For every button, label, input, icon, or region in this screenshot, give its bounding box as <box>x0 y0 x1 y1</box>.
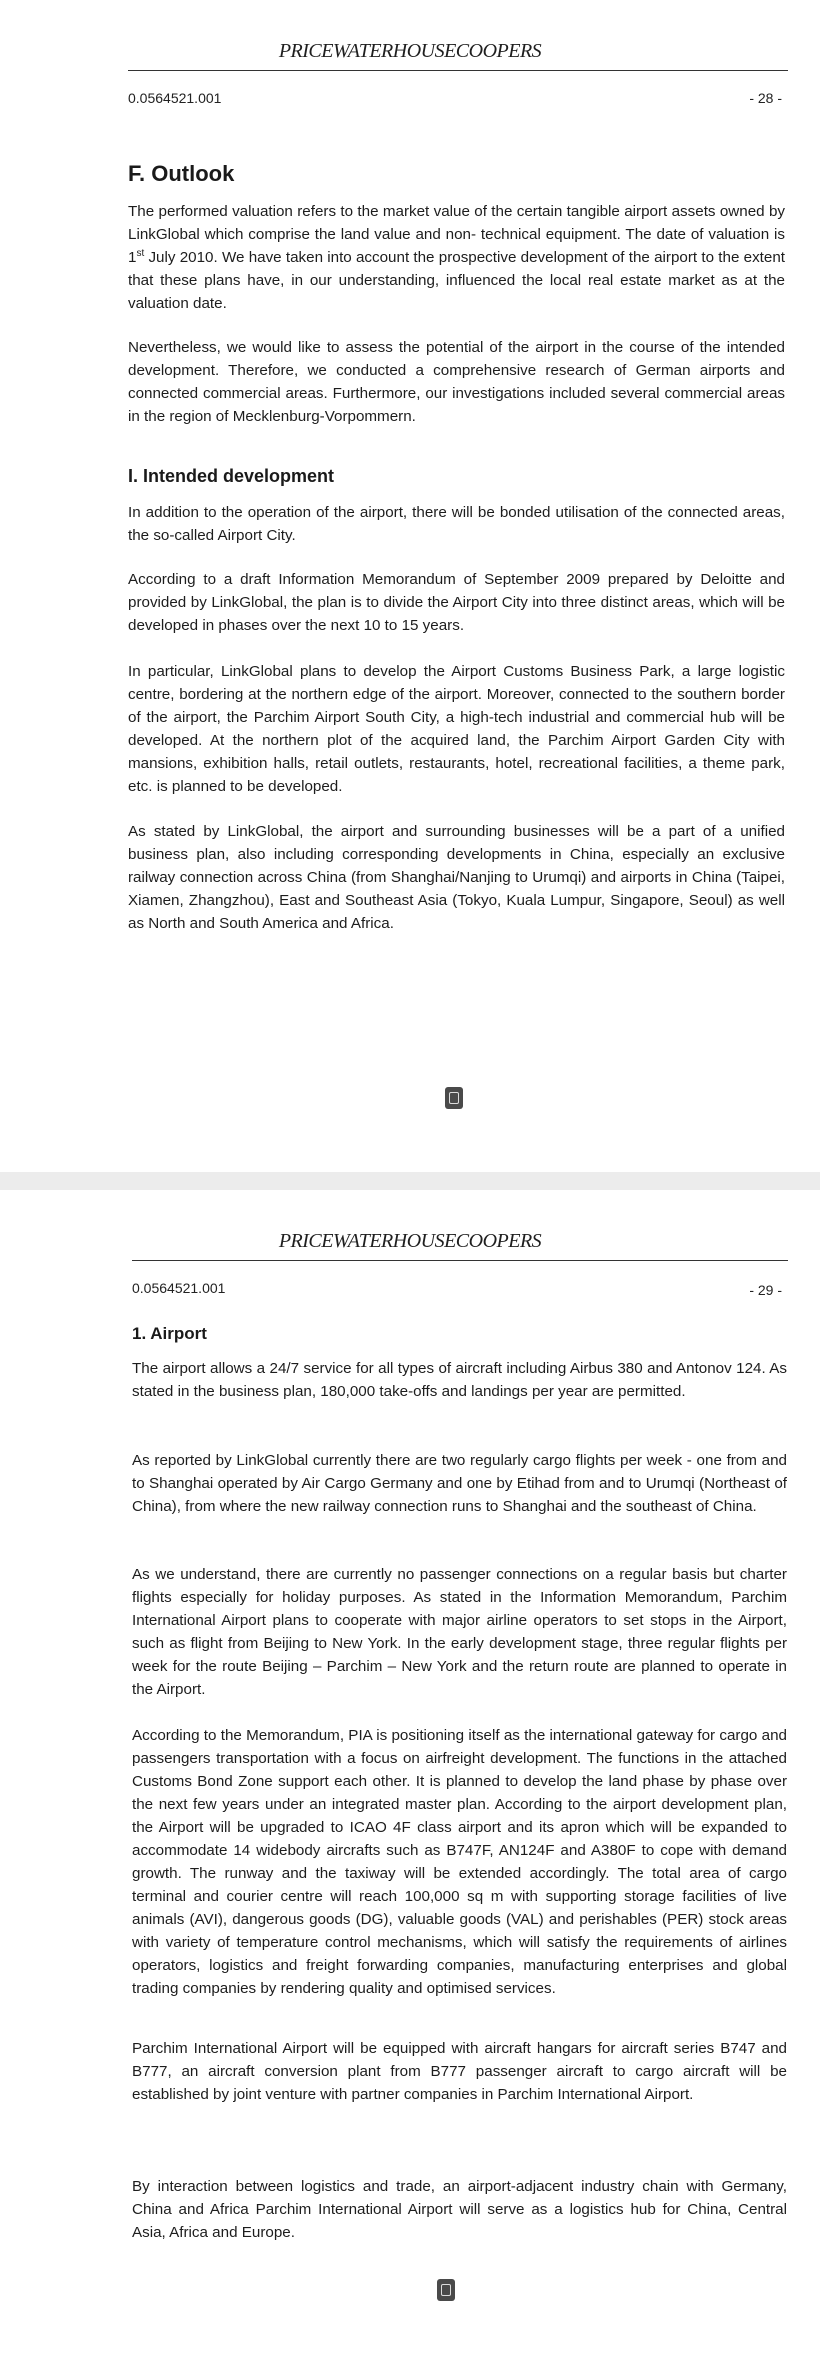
paragraph: As we understand, there are currently no passenger connections on a regular basis but charter flights especially for holiday purposes. As stated in the Information Memorandum, Parchim International Airport plans to cooperate with major airline operators to set stops in the Airport, such as flight from Beijing to New York. In the early development stage, three regular flights per week for the route Beijing – Parchim – New York and the return route are planned to operate in the Airport. <box>132 1566 787 1698</box>
document-page-29 <box>0 1190 820 2364</box>
paragraph: Parchim International Airport will be equipped with aircraft hangars for aircraft series B747 and B777, an aircraft conversion plant from B777 passenger aircraft to cargo aircraft will be established by joint venture with partner companies in Parchim International Airport. <box>132 2040 787 2103</box>
paragraph: According to the Memorandum, PIA is positioning itself as the international gateway for cargo and passengers transportation with a focus on airfreight development. The functions in the attached Customs Bond Zone support each other. It is planned to develop the land phase by phase over the next few years under an integrated master plan. According to the airport development plan, the Airport will be upgraded to ICAO 4F class airport and its apron which will be expanded to accommodate 14 widebody aircrafts such as B747F, AN124F and A380F to cope with demand growth. The runway and the taxiway will be extended accordingly. The total area of cargo terminal and courier centre will reach 100,000 sq m with supporting storage facilities of live animals (AVI), dangerous goods (DG), valuable goods (VAL) and perishables (PER) stock areas with variety of temperature control mechanisms, which will satisfy the requirements of airlines operators, logistics and freight forwarding companies, manufacturing enterprises and global trading companies by rendering quality and optimised services. <box>132 1727 787 1997</box>
document-page-28 <box>0 0 820 1172</box>
paragraph: Nevertheless, we would like to assess the potential of the airport in the course of the intended development. Therefore, we conducted a comprehensive research of German airports and connected commercial areas. Furthermore, our investigations included several commercial areas in the region of Mecklenburg-Vorpommern. <box>128 339 785 425</box>
company-logo: PRICEWATERHOUSECOOPERS <box>278 40 542 62</box>
header-rule <box>132 1260 788 1261</box>
subsection-title: I. Intended development <box>128 466 335 486</box>
section-title: F. Outlook <box>128 161 235 186</box>
paragraph: In addition to the operation of the airport, there will be bonded utilisation of the connected areas, the so-called Airport City. <box>128 504 785 544</box>
paragraph: As reported by LinkGlobal currently there are two regularly cargo flights per week - one from and to Shanghai operated by Air Cargo Germany and one by Etihad from and to Urumqi (Northeast of China), from where the new railway connection runs to Shanghai and the southeast of China. <box>132 1452 787 1515</box>
paragraph: According to a draft Information Memorandum of September 2009 prepared by Deloitte and provided by LinkGlobal, the plan is to divide the Airport City into three distinct areas, which will be developed in phases over the next 10 to 15 years. <box>128 571 785 634</box>
paragraph: In particular, LinkGlobal plans to develop the Airport Customs Business Park, a large logistic centre, bordering at the northern edge of the airport. Moreover, connected to the southern border of the airport, the Parchim Airport South City, a high-tech industrial and commercial hub will be developed. At the northern plot of the acquired land, the Parchim Airport Garden City with mansions, exhibition halls, retail outlets, restaurants, hotel, recreational facilities, a theme park, etc. is planned to be developed. <box>128 663 785 795</box>
seal-stamp-icon <box>445 1087 463 1109</box>
document-reference: 0.0564521.001 <box>128 90 222 106</box>
section-title: 1. Airport <box>132 1324 207 1343</box>
page-number: - 28 - <box>749 90 782 106</box>
paragraph: The performed valuation refers to the market value of the certain tangible airport assets owned by LinkGlobal which comprise the land value and non- technical equipment. The date of valuation is 1st July 2010. We have taken into account the prospective development of the airport to the extent that these plans have, in our understanding, influenced the local real estate market as at the valuation date. <box>128 203 785 312</box>
seal-stamp-icon <box>437 2279 455 2301</box>
page-number: - 29 - <box>749 1282 782 1298</box>
paragraph: The airport allows a 24/7 service for all types of aircraft including Airbus 380 and Antonov 124. As stated in the business plan, 180,000 take-offs and landings per year are permitted. <box>132 1360 787 1400</box>
company-logo: PRICEWATERHOUSECOOPERS <box>278 1230 542 1252</box>
header-rule <box>128 70 788 71</box>
paragraph: By interaction between logistics and trade, an airport-adjacent industry chain with Germany, China and Africa Parchim International Airport will serve as a logistics hub for China, Central Asia, Africa and Europe. <box>132 2178 787 2241</box>
document-reference: 0.0564521.001 <box>132 1280 226 1296</box>
paragraph: As stated by LinkGlobal, the airport and surrounding businesses will be a part of a unified business plan, also including corresponding developments in China, especially an exclusive railway connection across China (from Shanghai/Nanjing to Urumqi) and airports in China (Taipei, Xiamen, Zhangzhou), East and Southeast Asia (Tokyo, Kuala Lumpur, Singapore, Seoul) as well as North and South America and Africa. <box>128 823 785 932</box>
